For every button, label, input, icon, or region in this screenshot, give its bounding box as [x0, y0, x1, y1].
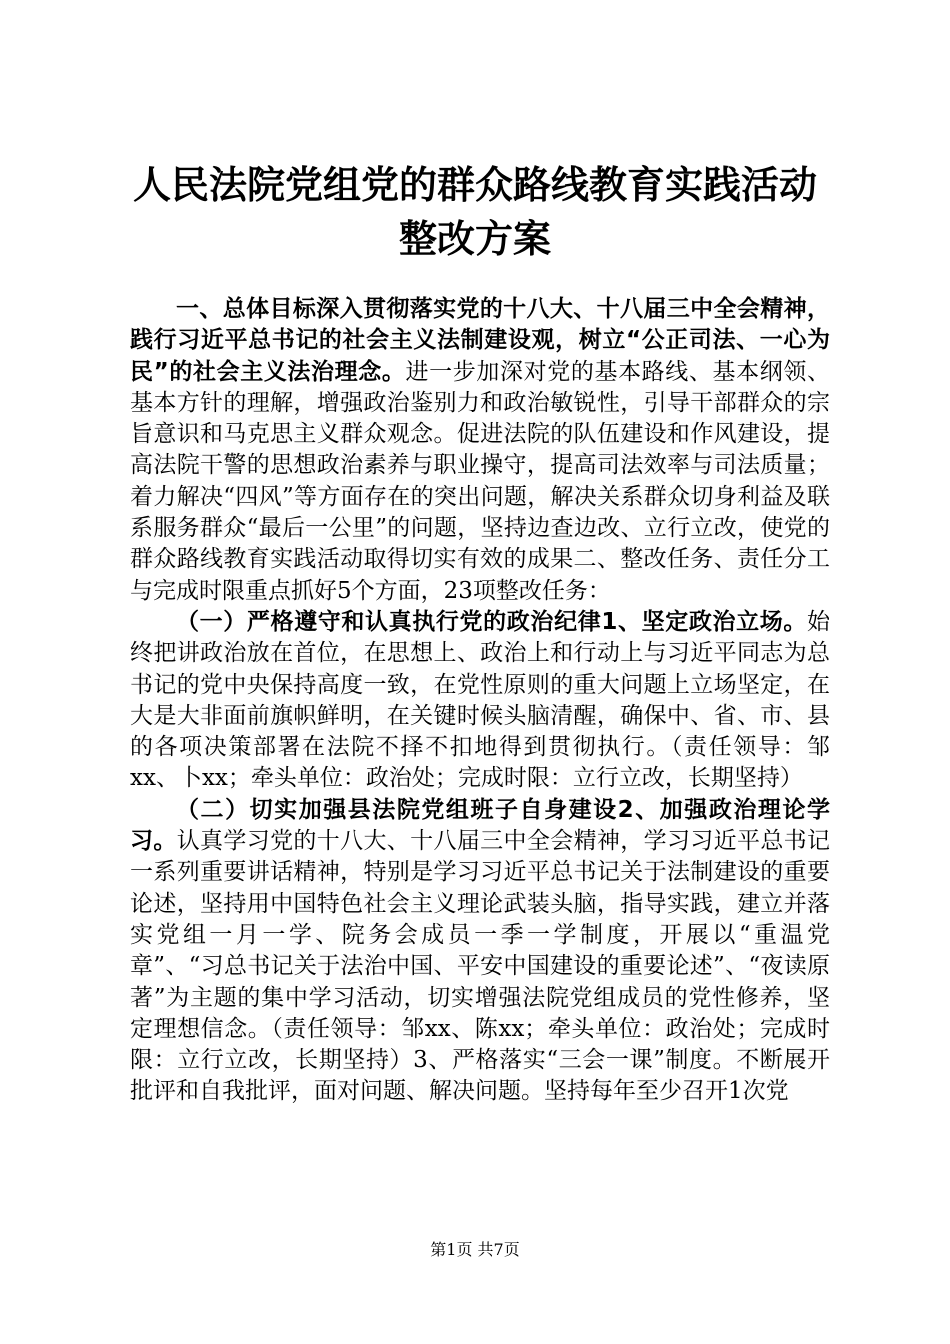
- paragraph-heading: （一）严格遵守和认真执行党的政治纪律1、坚定政治立场。: [176, 608, 807, 635]
- paragraph-text: 认真学习党的十八大、十八届三中全会精神，学习习近平总书记一系列重要讲话精神，特别是学习习近平总书记关于法制建设的重要论述，坚持用中国特色社会主义理论武装头脑，指导实践，建立并落实党组一月一学、院务会成员一季一学制度，开展以“重温党章”、“习总书记关于法治中国、平安中国建设的重要论述”、“夜读原著”为主题的集中学习活动，切实增强法院党组成员的党性修养，坚定理想信念。（责任领导：邹xx、陈xx；牵头单位：政治处；完成时限：立行立改，长期坚持）3、严格落实“三会一课”制度。不断展开批评和自我批评，面对问题、解决问题。坚持每年至少召开1次党: [130, 828, 831, 1105]
- paragraph-heading: （二）切实加强县法院党组班子自身建设2、加强政治理论学习。: [130, 796, 830, 855]
- document-title: 人民法院党组党的群众路线教育实践活动整改方案: [132, 163, 817, 261]
- paragraph-text: 进一步加深对党的基本路线、基本纲领、基本方针的理解，增强政治鉴别力和政治敏锐性，引导干部群众的宗旨意识和马克思主义群众观念。促进法院的队伍建设和作风建设，提高法院干警的思想政治素养与职业操守，提高司法效率与司法质量；着力解决“四风”等方面存在的突出问题，解决关系群众切身利益及联系服务群众“最后一公里”的问题，坚持边查边改、立行立改，使党的群众路线教育实践活动取得切实有效的成果二、整改任务、责任分工与完成时限重点抓好5个方面，23项整改任务：: [130, 358, 830, 604]
- paragraph-overall-goal: [130, 294, 830, 607]
- paragraph-heading: 一、总体目标深入贯彻落实党的十八大、十八届三中全会精神，践行习近平总书记的社会主义法制建设观，树立“公正司法、一心为民”的社会主义法治理念。: [130, 296, 830, 385]
- paragraph-text: 始终把讲政治放在首位，在思想上、政治上和行动上与习近平同志为总书记的党中央保持高度一致，在党性原则的重大问题上立场坚定，在大是大非面前旗帜鲜明，在关键时候头脑清醒，确保中、省、市、县的各项决策部署在法院不择不扣地得到贯彻执行。（责任领导：邹xx、卜xx；牵头单位：政治处；完成时限：立行立改，长期坚持）: [130, 608, 830, 792]
- document-body: [130, 294, 830, 1108]
- paragraph-political-discipline: [130, 607, 830, 795]
- page-footer: 第1页 共7页: [430, 1240, 520, 1259]
- paragraph-party-group-building: [130, 795, 830, 1108]
